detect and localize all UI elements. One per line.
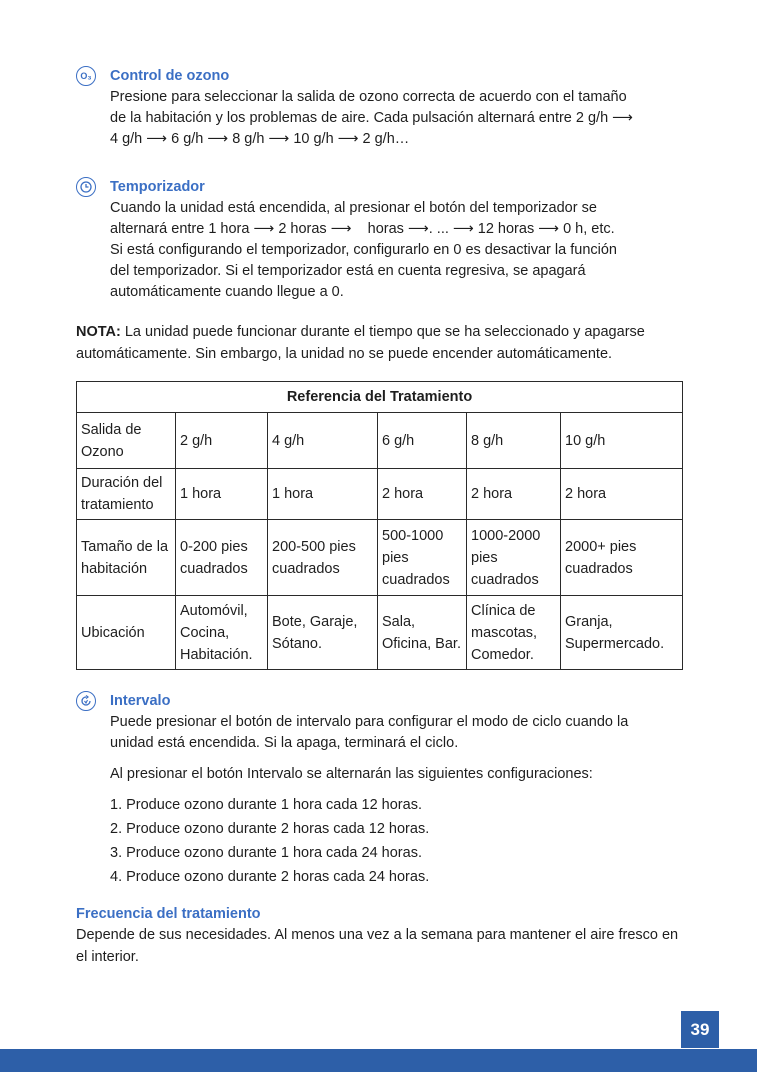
table-title: Referencia del Tratamiento xyxy=(77,382,683,413)
page-number: 39 xyxy=(681,1011,719,1048)
interval-options-list xyxy=(110,793,685,889)
table-cell: 0-200 pies cuadrados xyxy=(176,520,268,596)
ozone-section xyxy=(76,65,685,150)
table-row xyxy=(77,413,683,469)
frequency-text: Depende de sus necesidades. Al menos una vez a la semana para mantener el aire fresco en el interior. xyxy=(76,927,679,965)
table-cell: 4 g/h xyxy=(268,413,378,469)
table-cell: Ubicación xyxy=(77,596,176,670)
ozone-body xyxy=(110,87,685,150)
table-cell: 1 hora xyxy=(176,469,268,520)
timer-line-1: Cuando la unidad está encendida, al presionar el botón del temporizador se xyxy=(110,200,597,216)
table-cell: Granja, Supermercado. xyxy=(561,596,683,670)
timer-section xyxy=(76,176,685,303)
list-item: 2. Produce ozono durante 2 horas cada 12 horas. xyxy=(110,821,430,837)
table-cell: 2 hora xyxy=(467,469,561,520)
ozone-icon: O₃ xyxy=(76,66,96,86)
table-cell: Duración del tratamiento xyxy=(77,469,176,520)
table-cell: Clínica de mascotas, Comedor. xyxy=(467,596,561,670)
table-cell: 1 hora xyxy=(268,469,378,520)
timer-title: Temporizador xyxy=(110,179,205,195)
note-text: La unidad puede funcionar durante el tiempo que se ha seleccionado y apagarse automáticamente. Sin embargo, la unidad no se puede encender automáticamente. xyxy=(76,324,645,362)
frequency-title: Frecuencia del tratamiento xyxy=(76,906,261,922)
ozone-line-1: Presione para seleccionar la salida de ozono correcta de acuerdo con el tamaño xyxy=(110,89,627,105)
interval-section xyxy=(76,690,685,889)
interval-body xyxy=(110,712,685,889)
footer-bar xyxy=(0,1049,757,1072)
ozone-sequence: 4 g/h ⟶ 6 g/h ⟶ 8 g/h ⟶ 10 g/h ⟶ 2 g/h… xyxy=(110,131,410,147)
table-cell: 2000+ pies cuadrados xyxy=(561,520,683,596)
timer-line-5: automáticamente cuando llegue a 0. xyxy=(110,284,344,300)
table-cell: 8 g/h xyxy=(467,413,561,469)
ozone-line-2: de la habitación y los problemas de aire. Cada pulsación alternará entre 2 g/h ⟶ xyxy=(110,110,633,126)
table-cell: 1000-2000 pies cuadrados xyxy=(467,520,561,596)
interval-title: Intervalo xyxy=(110,693,171,709)
table-cell: 6 g/h xyxy=(378,413,467,469)
frequency-section xyxy=(76,904,686,968)
table-cell: Sala, Oficina, Bar. xyxy=(378,596,467,670)
table-cell: 2 hora xyxy=(378,469,467,520)
note-label: NOTA: xyxy=(76,324,121,340)
timer-line-3: Si está configurando el temporizador, configurarlo en 0 es desactivar la función xyxy=(110,242,617,258)
table-cell: 2 hora xyxy=(561,469,683,520)
table-cell: 500-1000 pies cuadrados xyxy=(378,520,467,596)
interval-line-1: Puede presionar el botón de intervalo para configurar el modo de ciclo cuando la xyxy=(110,714,629,730)
table-cell: 2 g/h xyxy=(176,413,268,469)
table-cell: 10 g/h xyxy=(561,413,683,469)
clock-icon xyxy=(76,177,96,197)
table-row xyxy=(77,596,683,670)
table-row xyxy=(77,469,683,520)
list-item: 1. Produce ozono durante 1 hora cada 12 horas. xyxy=(110,797,422,813)
table-cell: Salida de Ozono xyxy=(77,413,176,469)
note-paragraph xyxy=(76,321,686,365)
ozone-title: Control de ozono xyxy=(110,68,230,84)
interval-line-2: unidad está encendida. Si la apaga, terminará el ciclo. xyxy=(110,735,459,751)
treatment-reference-table xyxy=(76,381,683,670)
cycle-icon xyxy=(76,691,96,711)
table-cell: 200-500 pies cuadrados xyxy=(268,520,378,596)
table-cell: Tamaño de la habitación xyxy=(77,520,176,596)
table-cell: Bote, Garaje, Sótano. xyxy=(268,596,378,670)
interval-intro: Al presionar el botón Intervalo se alternarán las siguientes configuraciones: xyxy=(110,766,593,782)
timer-line-4: del temporizador. Si el temporizador está en cuenta regresiva, se apagará xyxy=(110,263,586,279)
list-item: 4. Produce ozono durante 2 horas cada 24 horas. xyxy=(110,869,430,885)
table-cell: Automóvil, Cocina, Habitación. xyxy=(176,596,268,670)
timer-body xyxy=(110,198,685,303)
list-item: 3. Produce ozono durante 1 hora cada 24 horas. xyxy=(110,845,422,861)
table-row xyxy=(77,520,683,596)
timer-line-2: alternará entre 1 hora ⟶ 2 horas ⟶ horas ⟶. ... ⟶ 12 horas ⟶ 0 h, etc. xyxy=(110,221,615,237)
